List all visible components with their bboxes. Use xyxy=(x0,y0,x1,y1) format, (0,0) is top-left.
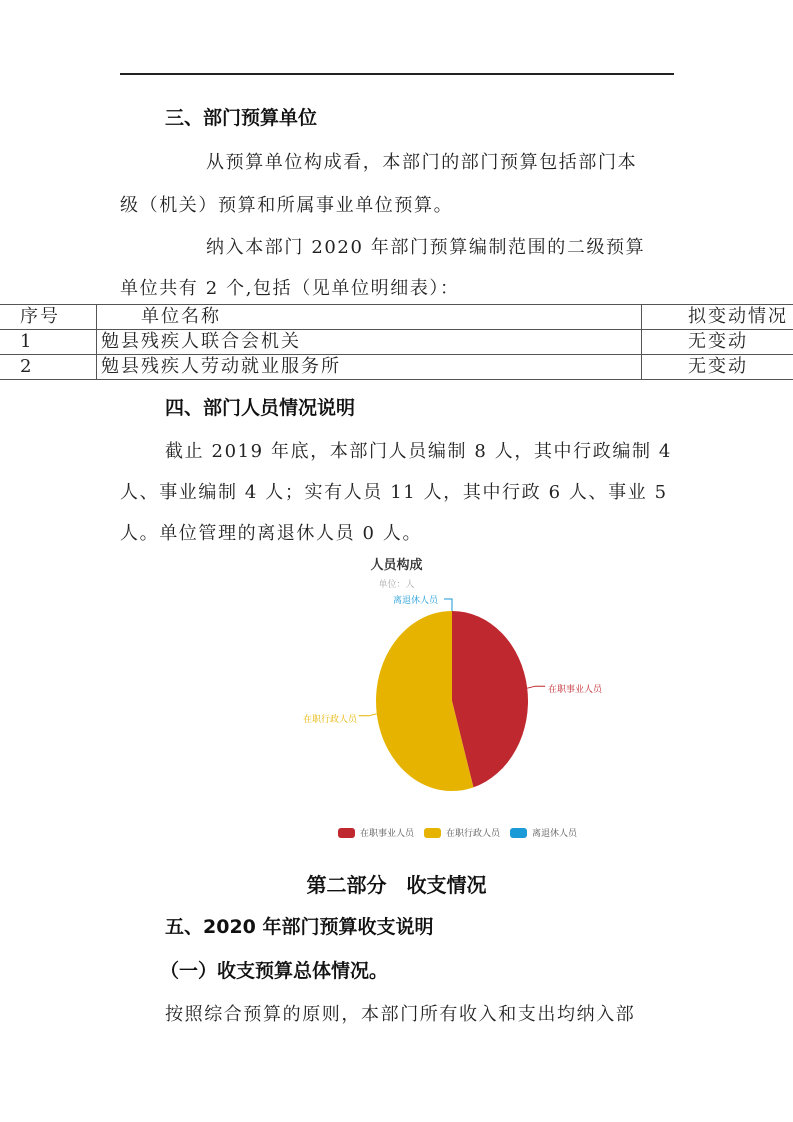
part2-title: 第二部分 收支情况 xyxy=(306,873,487,897)
pie-leader-line xyxy=(359,714,377,716)
cell-index: 1 xyxy=(0,330,97,355)
chart-legend xyxy=(338,826,587,839)
section5-para: 按照综合预算的原则，本部门所有收入和支出均纳入部 xyxy=(165,1004,636,1025)
header-index: 序号 xyxy=(0,305,97,330)
cell-change: 无变动 xyxy=(642,355,793,380)
legend-label: 在职事业人员 xyxy=(360,829,415,839)
legend-item[interactable] xyxy=(510,826,577,839)
pie-label-admin-staff: 在职行政人员 xyxy=(303,715,358,725)
section3-para2-line2: 单位共有 2 个,包括（见单位明细表）： xyxy=(120,278,460,299)
header-unit-name: 单位名称 xyxy=(97,305,642,330)
section3-heading: 三、部门预算单位 xyxy=(165,107,318,129)
legend-swatch xyxy=(338,828,355,838)
cell-index: 2 xyxy=(0,355,97,380)
legend-label: 在职行政人员 xyxy=(446,829,501,839)
section4-line2: 人、事业编制 4 人；实有人员 11 人，其中行政 6 人、事业 5 xyxy=(120,482,668,503)
section3-para1-line2: 级（机关）预算和所属事业单位预算。 xyxy=(120,195,454,216)
section4-line3: 人。单位管理的离退休人员 0 人。 xyxy=(120,523,423,544)
cell-change: 无变动 xyxy=(642,330,793,355)
pie-leader-line xyxy=(444,599,452,611)
legend-item[interactable] xyxy=(424,826,500,839)
section5-heading: 五、2020 年部门预算收支说明 xyxy=(165,916,434,938)
chart-title: 人员构成 xyxy=(370,558,423,573)
section3-para1-line1: 从预算单位构成看，本部门的部门预算包括部门本 xyxy=(206,152,638,173)
section4-heading: 四、部门人员情况说明 xyxy=(165,397,356,419)
legend-swatch xyxy=(510,828,527,838)
legend-swatch xyxy=(424,828,441,838)
pie-leader-line xyxy=(527,686,545,688)
pie-label-enterprise-staff: 在职事业人员 xyxy=(548,685,603,695)
section4-line1: 截止 2019 年底，本部门人员编制 8 人，其中行政编制 4 xyxy=(165,441,672,462)
pie-label-retired: 离退休人员 xyxy=(393,596,439,606)
legend-label: 离退休人员 xyxy=(532,829,578,839)
header-change: 拟变动情况 xyxy=(642,305,793,330)
cell-unit-name: 勉县残疾人劳动就业服务所 xyxy=(97,355,642,380)
legend-item[interactable] xyxy=(338,826,414,839)
cell-unit-name: 勉县残疾人联合会机关 xyxy=(97,330,642,355)
section3-para2-line1: 纳入本部门 2020 年部门预算编制范围的二级预算 xyxy=(206,237,646,258)
section5-sub1: （一）收支预算总体情况。 xyxy=(160,960,389,982)
chart-subtitle: 单位：人 xyxy=(378,580,415,590)
